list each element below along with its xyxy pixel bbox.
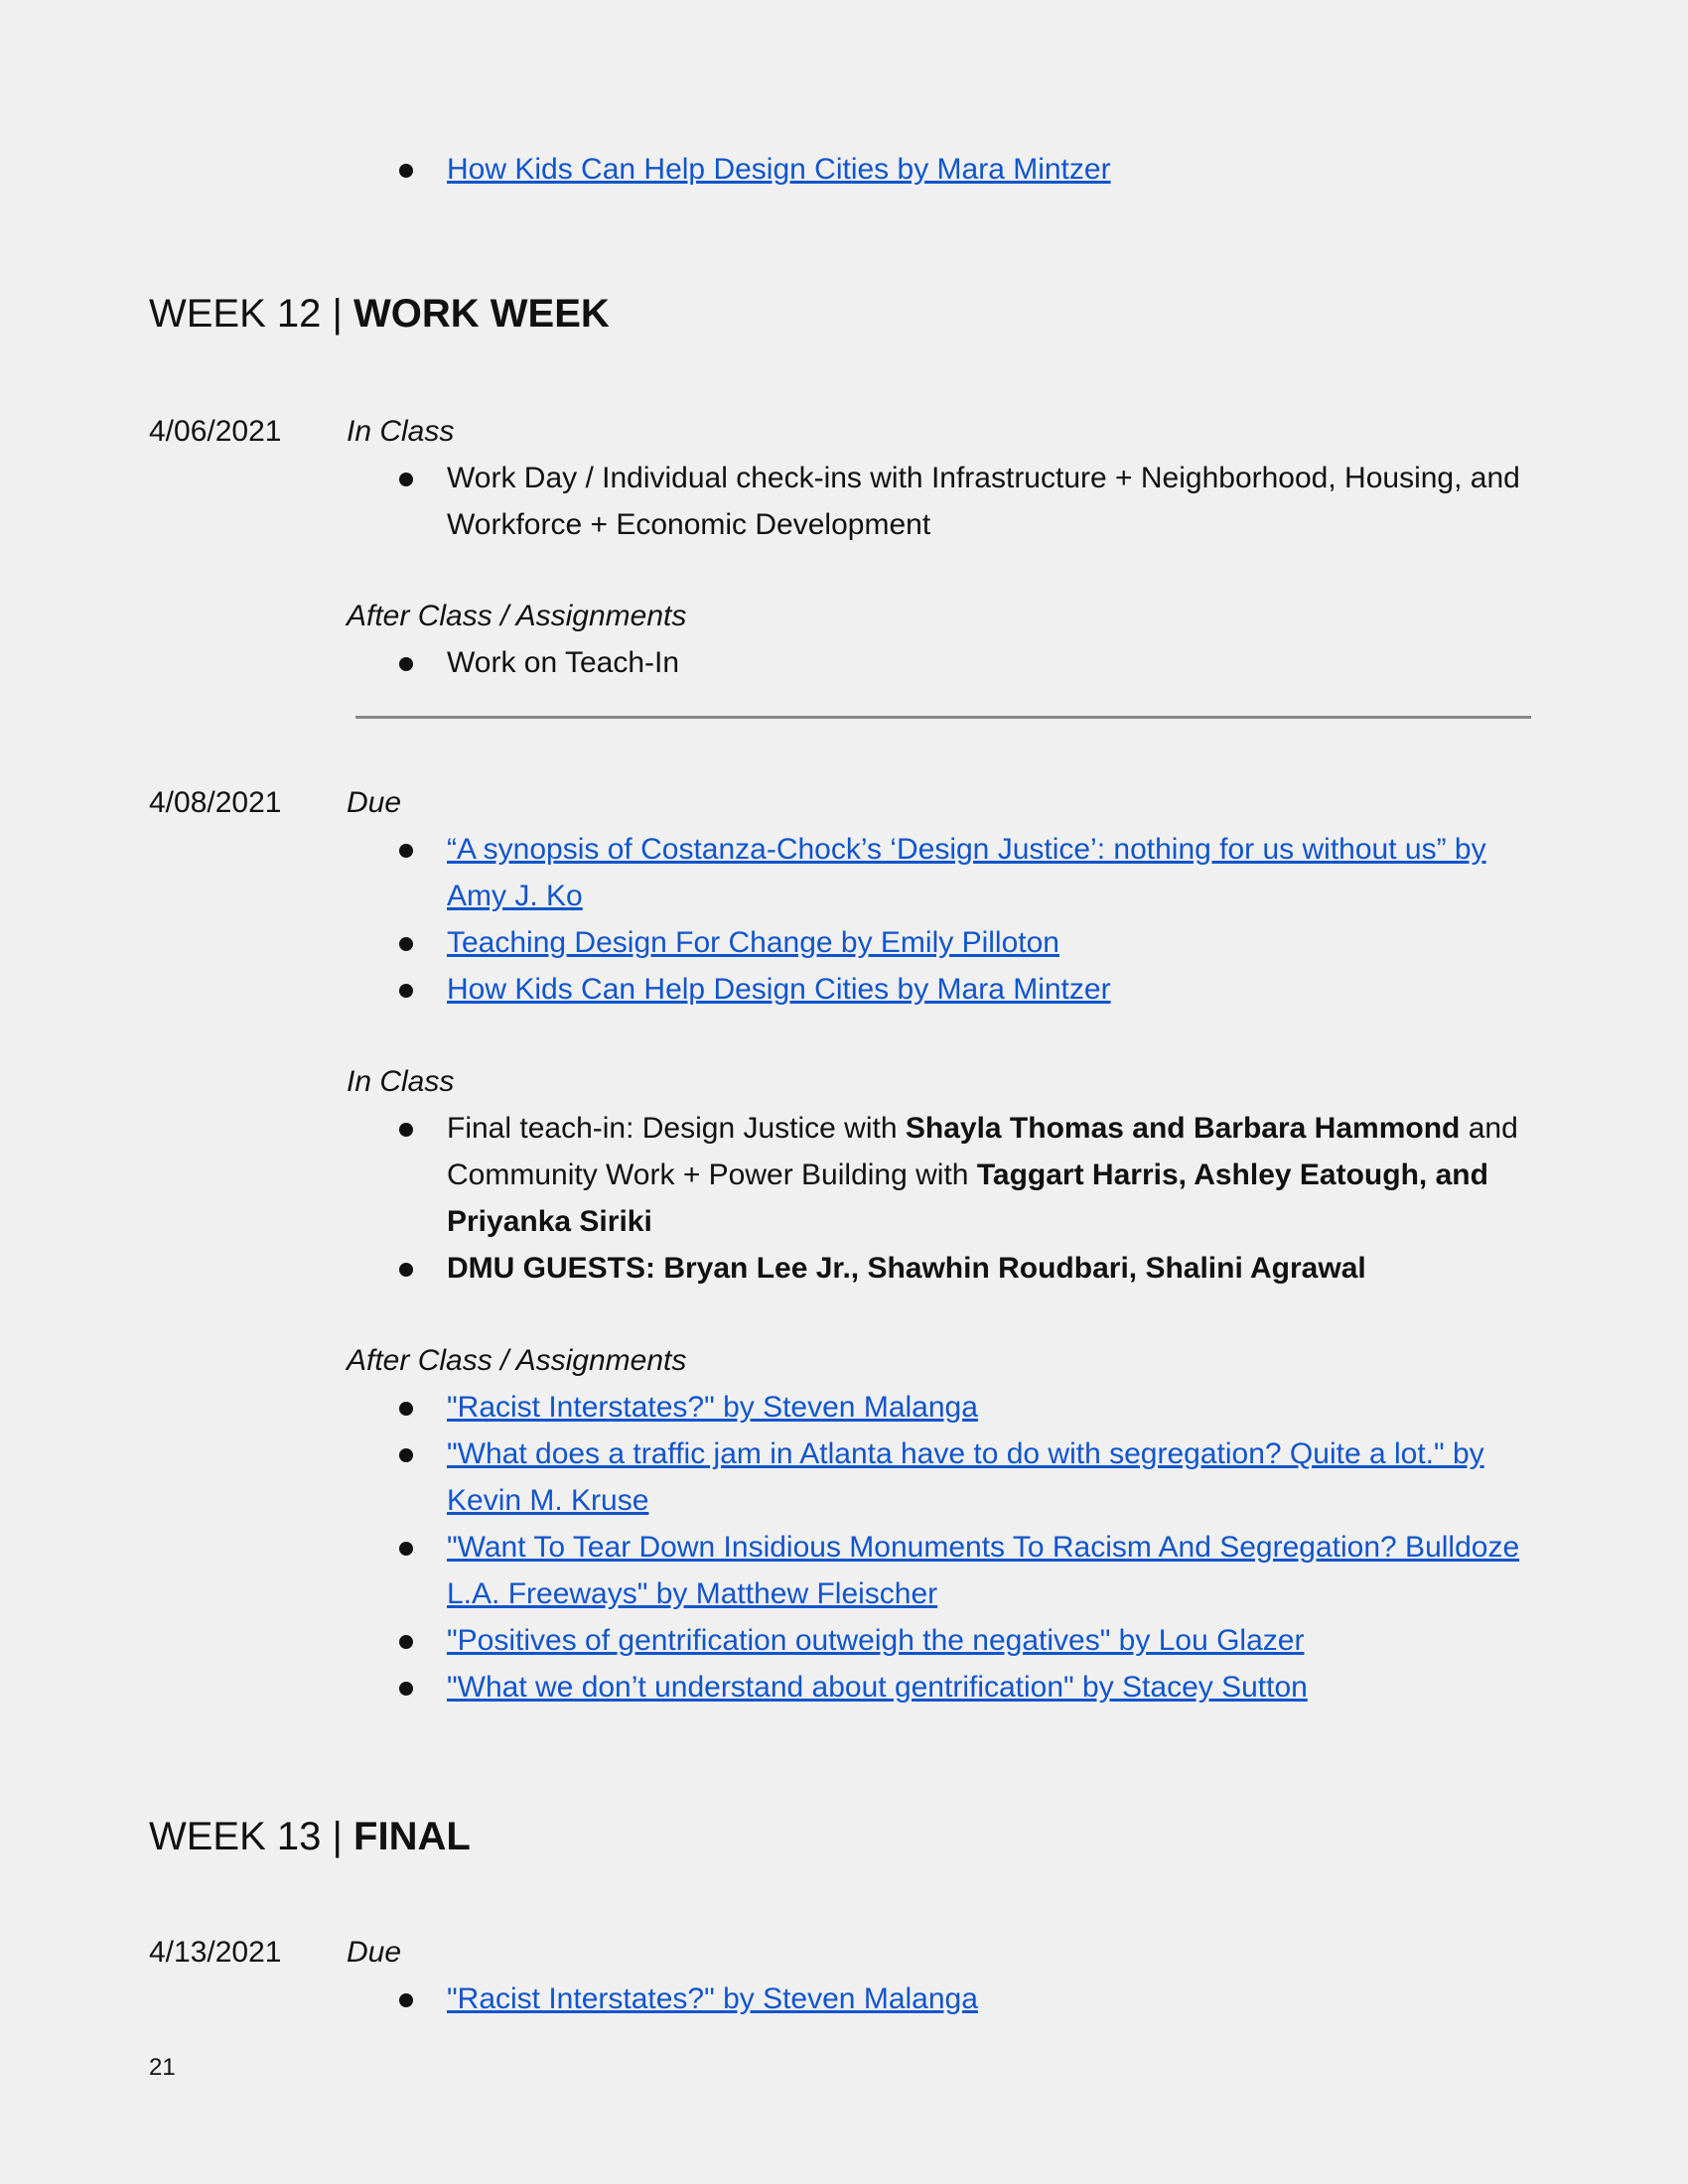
bullet-icon	[399, 844, 413, 858]
after-class-label: After Class / Assignments	[347, 600, 687, 632]
list-item	[397, 1431, 1549, 1524]
in-class-list	[397, 1105, 1549, 1292]
due-reading-list	[397, 1976, 1549, 2022]
bullet-icon	[399, 657, 413, 671]
reading-link[interactable]: "Positives of gentrification outweigh the negatives" by Lou Glazer	[447, 1624, 1305, 1657]
bullet-icon	[399, 1635, 413, 1649]
bullet-icon	[399, 984, 413, 998]
bullet-icon	[399, 1402, 413, 1416]
bullet-icon	[399, 1542, 413, 1556]
guests-text: DMU GUESTS: Bryan Lee Jr., Shawhin Roudbari, Shalini Agrawal	[447, 1252, 1366, 1285]
bullet-icon	[399, 937, 413, 951]
reading-link[interactable]: How Kids Can Help Design Cities by Mara Mintzer	[447, 973, 1111, 1006]
list-item	[397, 1664, 1549, 1710]
list-item	[397, 1617, 1549, 1664]
reading-link[interactable]: "Want To Tear Down Insidious Monuments To Racism And Segregation? Bulldoze L.A. Freeways" by Matthew Fleischer	[447, 1531, 1520, 1610]
bullet-icon	[399, 1123, 413, 1137]
reading-link[interactable]: "What we don’t understand about gentrification" by Stacey Sutton	[447, 1671, 1308, 1704]
list-item	[397, 966, 1549, 1013]
teach-in-text: Final teach-in: Design Justice with	[447, 1112, 906, 1145]
week-13-heading	[149, 1807, 471, 1866]
week-12-title: WORK WEEK	[353, 292, 610, 336]
session-date: 4/08/2021	[149, 786, 282, 819]
bullet-icon	[399, 1263, 413, 1277]
item-text: Work on Teach-In	[447, 646, 680, 679]
reading-link[interactable]: Teaching Design For Change by Emily Pilloton	[447, 926, 1059, 959]
in-class-label: In Class	[347, 415, 455, 448]
session-date: 4/06/2021	[149, 415, 282, 448]
week-12-heading	[149, 284, 610, 343]
page-number: 21	[149, 2054, 176, 2081]
after-class-reading-list	[397, 1384, 1549, 1710]
week-13-title: FINAL	[353, 1815, 471, 1858]
after-class-label: After Class / Assignments	[347, 1344, 687, 1377]
section-divider	[355, 716, 1531, 719]
bullet-icon	[399, 473, 413, 486]
teach-in-presenters: Shayla Thomas and Barbara Hammond	[905, 1112, 1461, 1145]
item-text: Work Day / Individual check-ins with Infrastructure + Neighborhood, Housing, and Workforce + Economic Development	[447, 462, 1520, 541]
in-class-list	[397, 455, 1549, 548]
reading-link[interactable]: “A synopsis of Costanza-Chock’s ‘Design Justice’: nothing for us without us” by Amy J. Ko	[447, 833, 1486, 912]
list-item	[397, 639, 1549, 686]
carryover-reading-list	[397, 146, 1549, 193]
list-item	[397, 1524, 1549, 1617]
reading-link[interactable]: "What does a traffic jam in Atlanta have to do with segregation? Quite a lot." by Kevin M. Kruse	[447, 1437, 1484, 1517]
reading-link[interactable]: How Kids Can Help Design Cities by Mara Mintzer	[447, 153, 1111, 186]
reading-link[interactable]: "Racist Interstates?" by Steven Malanga	[447, 1982, 978, 2015]
due-label: Due	[347, 1936, 402, 1969]
teach-in-presenters: Taggart Harris, Ashley Eatough, and Priyanka Siriki	[447, 1159, 1488, 1238]
bullet-icon	[399, 1682, 413, 1696]
list-item	[397, 455, 1549, 548]
due-label: Due	[347, 786, 402, 819]
session-date: 4/13/2021	[149, 1936, 282, 1969]
list-item	[397, 826, 1549, 919]
teach-in-text: and Community Work + Power Building with	[447, 1112, 1518, 1191]
week-13-prefix: WEEK 13 |	[149, 1815, 354, 1858]
list-item	[397, 146, 1549, 193]
after-class-list	[397, 639, 1549, 686]
list-item	[397, 1245, 1549, 1292]
due-reading-list	[397, 826, 1549, 1013]
bullet-icon	[399, 1448, 413, 1462]
week-12-prefix: WEEK 12 |	[149, 292, 354, 336]
in-class-label: In Class	[347, 1065, 455, 1098]
list-item	[397, 1976, 1549, 2022]
reading-link[interactable]: "Racist Interstates?" by Steven Malanga	[447, 1391, 978, 1424]
list-item	[397, 1105, 1549, 1245]
bullet-icon	[399, 1993, 413, 2007]
list-item	[397, 919, 1549, 966]
list-item	[397, 1384, 1549, 1431]
bullet-icon	[399, 164, 413, 178]
